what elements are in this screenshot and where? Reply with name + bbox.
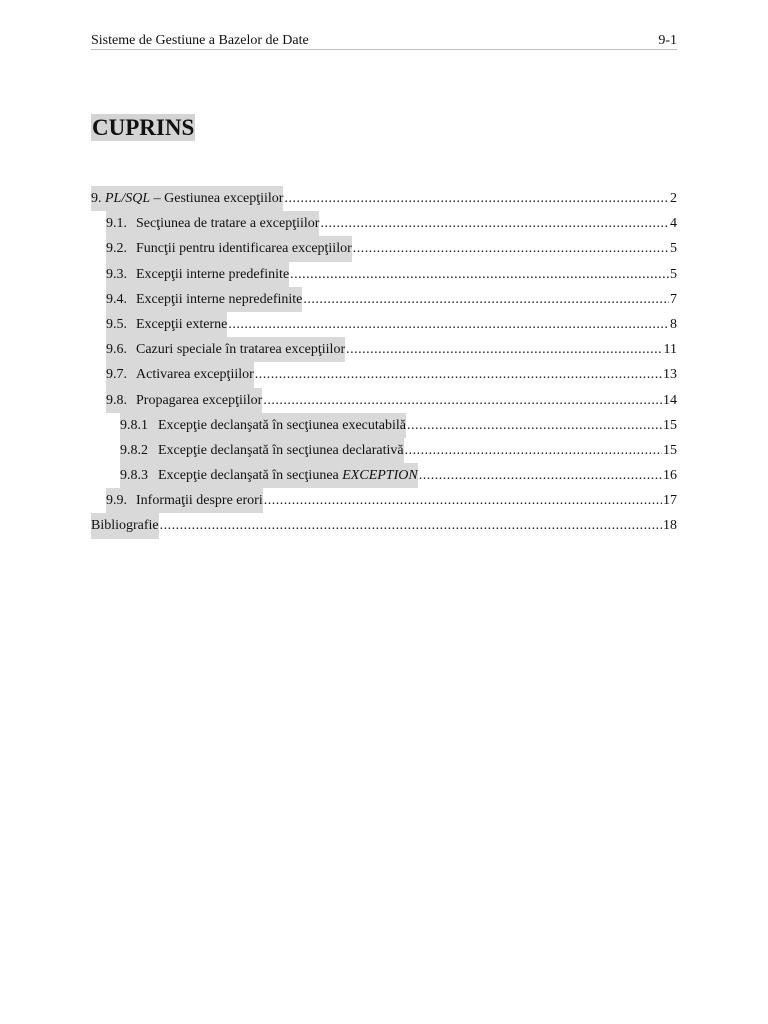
toc-entry-number: 9.8.3 [120, 468, 148, 484]
dot-leader [419, 463, 662, 488]
toc-entry-text: Cazuri speciale în tratarea excepţiilor [136, 342, 346, 358]
toc-entry-number: 9.2. [106, 241, 127, 257]
toc-entry-title[interactable] [91, 513, 159, 538]
dot-leader [303, 287, 669, 312]
toc-entry-number: 9.9. [106, 493, 127, 509]
toc-entry-text: Excepţii interne predefinite [136, 266, 290, 282]
toc-entry-text: Secţiunea de tratare a excepţiilor [136, 216, 320, 232]
toc-entry[interactable] [91, 413, 677, 438]
toc-entry[interactable] [91, 362, 677, 387]
toc-entry-number: 9.5. [106, 316, 127, 332]
toc-entry-title[interactable] [106, 337, 345, 362]
toc-entry-title[interactable] [120, 413, 406, 438]
table-of-contents [91, 186, 677, 539]
dot-leader [160, 513, 662, 538]
toc-entry-text: Excepţii interne nepredefinite [136, 291, 303, 307]
dot-leader [255, 362, 662, 387]
toc-entry-number: 9.1. [106, 216, 127, 232]
dot-leader [290, 262, 669, 287]
toc-entry-text: Bibliografie [91, 518, 159, 534]
toc-entry-number: 9.3. [106, 266, 127, 282]
toc-entry[interactable] [91, 513, 677, 538]
toc-entry-number: 9.8. [106, 392, 127, 408]
toc-entry[interactable] [91, 388, 677, 413]
toc-entry-title[interactable] [106, 287, 302, 312]
page-header [91, 32, 677, 50]
dot-leader [346, 337, 662, 362]
toc-page-number: 8 [670, 316, 677, 332]
dot-leader [263, 388, 662, 413]
page-title: CUPRINS [92, 115, 195, 140]
toc-entry-number: 9.8.1 [120, 417, 148, 433]
toc-entry[interactable] [91, 262, 677, 287]
toc-entry-number: 9.4. [106, 291, 127, 307]
toc-entry-text: Activarea excepţiilor [136, 367, 254, 383]
toc-entry-title[interactable] [106, 211, 319, 236]
toc-entry-number: 9.6. [106, 342, 127, 358]
toc-entry[interactable] [91, 211, 677, 236]
toc-page-number: 17 [663, 493, 677, 509]
toc-entry-title[interactable] [91, 186, 283, 211]
toc-entry-text: Excepţie declanşată în secţiunea executabilă [158, 417, 406, 433]
toc-page-number: 13 [663, 367, 677, 383]
toc-page-number: 7 [670, 291, 677, 307]
toc-page-number: 15 [663, 442, 677, 458]
toc-entry-text: Propagarea excepţiilor [136, 392, 263, 408]
toc-page-number: 14 [663, 392, 677, 408]
toc-page-number: 4 [670, 216, 677, 232]
toc-entry-text: Informaţii despre erori [136, 493, 263, 509]
header-page-number: 9-1 [658, 33, 677, 48]
toc-entry-text: – Gestiunea excepţiilor [150, 191, 284, 206]
dot-leader [228, 312, 669, 337]
dot-leader [407, 413, 662, 438]
toc-entry-number: 9. [91, 191, 102, 206]
toc-entry-text: Excepţie declanşată în secţiunea [158, 468, 343, 484]
dot-leader [264, 488, 662, 513]
toc-entry-title[interactable] [106, 488, 263, 513]
toc-entry-text: Excepţii externe [136, 316, 228, 332]
toc-entry[interactable] [91, 287, 677, 312]
toc-page-number: 5 [670, 241, 677, 257]
toc-entry-title[interactable] [106, 262, 289, 287]
toc-page-number: 5 [670, 266, 677, 282]
toc-entry[interactable] [91, 438, 677, 463]
toc-entry-number: 9.8.2 [120, 442, 148, 458]
toc-page-number: 16 [663, 468, 677, 484]
header-title: Sisteme de Gestiune a Bazelor de Date [91, 33, 309, 48]
toc-entry-text: Excepţie declanşată în secţiunea declarativă [158, 442, 404, 458]
dot-leader [405, 438, 662, 463]
toc-entry[interactable] [91, 337, 677, 362]
dot-leader [320, 211, 669, 236]
toc-entry[interactable] [91, 186, 677, 211]
toc-entry-title[interactable] [120, 463, 418, 488]
toc-page-number: 15 [663, 417, 677, 433]
toc-entry-italic: EXCEPTION [342, 468, 418, 484]
toc-entry-text: Funcţii pentru identificarea excepţiilor [136, 241, 352, 257]
toc-entry-title[interactable] [106, 312, 227, 337]
toc-entry-number: 9.7. [106, 367, 127, 383]
toc-entry-title[interactable] [106, 388, 262, 413]
toc-entry[interactable] [91, 463, 677, 488]
toc-page-number: 2 [670, 191, 677, 206]
dot-leader [353, 236, 669, 261]
toc-entry-title[interactable] [106, 362, 254, 387]
toc-page-number: 11 [663, 342, 677, 358]
toc-entry[interactable] [91, 236, 677, 261]
dot-leader [284, 186, 669, 211]
toc-entry-italic: PL/SQL [105, 191, 151, 206]
toc-entry[interactable] [91, 488, 677, 513]
toc-entry-title[interactable] [106, 236, 352, 261]
toc-entry-title[interactable] [120, 438, 404, 463]
toc-entry[interactable] [91, 312, 677, 337]
toc-page-number: 18 [663, 518, 677, 534]
